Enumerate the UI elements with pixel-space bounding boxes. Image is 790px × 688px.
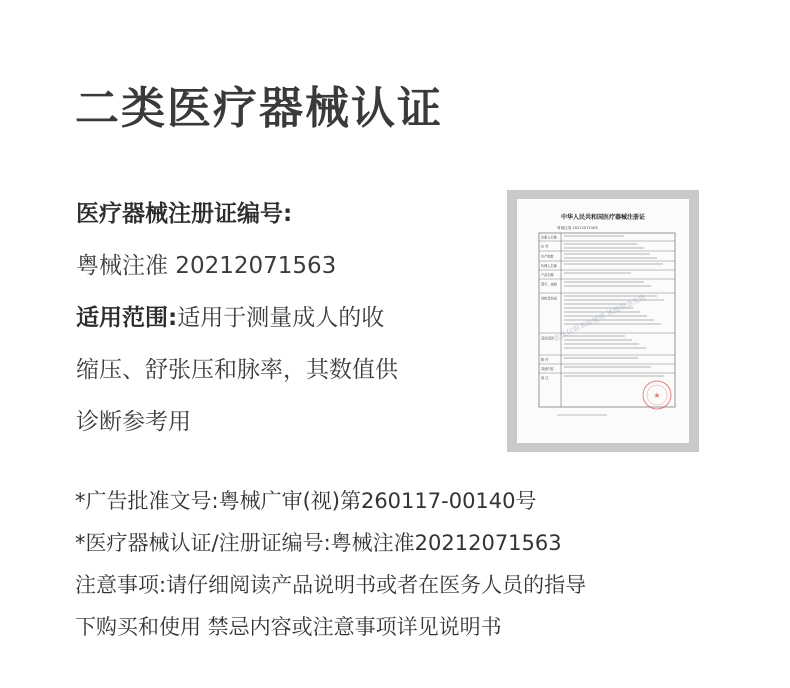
certificate-document [517, 199, 689, 443]
certificate-row-label: 型号、规格 [541, 282, 557, 287]
scope-line-3: 诊断参考用 [76, 409, 191, 435]
caution-note-line-1: 注意事项:请仔细阅读产品说明书或者在医务人员的指导 [75, 573, 587, 597]
certificate-row-label: 生产地址 [541, 254, 554, 259]
caution-note-line-2: 下购买和使用 禁忌内容或注意事项详见说明书 [75, 615, 502, 639]
seal-star-icon: ★ [653, 391, 661, 400]
ad-approval-note: *广告批准文号:粤械广审(视)第260117-00140号 [75, 489, 537, 513]
certificate-row-label: 注册人名称 [541, 235, 557, 240]
certificate-row-label: 其他内容 [541, 367, 554, 371]
scope-line-1 [76, 304, 384, 332]
certificate-row-label: 备 注 [541, 376, 549, 380]
certificate-row-label: 结构及组成 [541, 296, 557, 301]
certificate-row-label: 适用范围 [541, 336, 554, 341]
certificate-reg-no: 粤械注准 20212071563 [557, 226, 598, 230]
registration-number-label: 医疗器械注册证编号: [76, 201, 293, 227]
watermark-text: 此证仅限本店使用 其他用途无效 [552, 293, 647, 343]
page-title: 二类医疗器械认证 [75, 83, 443, 134]
certificate-heading: 中华人民共和国医疗器械注册证 [560, 214, 646, 221]
certificate-image [507, 190, 699, 452]
registration-number-value: 粤械注准 20212071563 [76, 253, 337, 279]
certificate-row-label: 附 件 [541, 358, 549, 362]
certificate-drawing [517, 199, 689, 443]
scope-label: 适用范围: [76, 305, 178, 331]
certificate-row-label: 代理人名称 [541, 264, 557, 268]
certificate-rows [539, 235, 675, 416]
certificate-row-label: 产品名称 [541, 273, 554, 277]
certificate-row-label: 住 所 [541, 244, 549, 249]
scope-line-2: 缩压、舒张压和脉率，其数值供 [76, 357, 398, 383]
scope-text-1: 适用于测量成人的收 [177, 305, 385, 331]
certification-note: *医疗器械认证/注册证编号:粤械注准20212071563 [75, 531, 562, 555]
